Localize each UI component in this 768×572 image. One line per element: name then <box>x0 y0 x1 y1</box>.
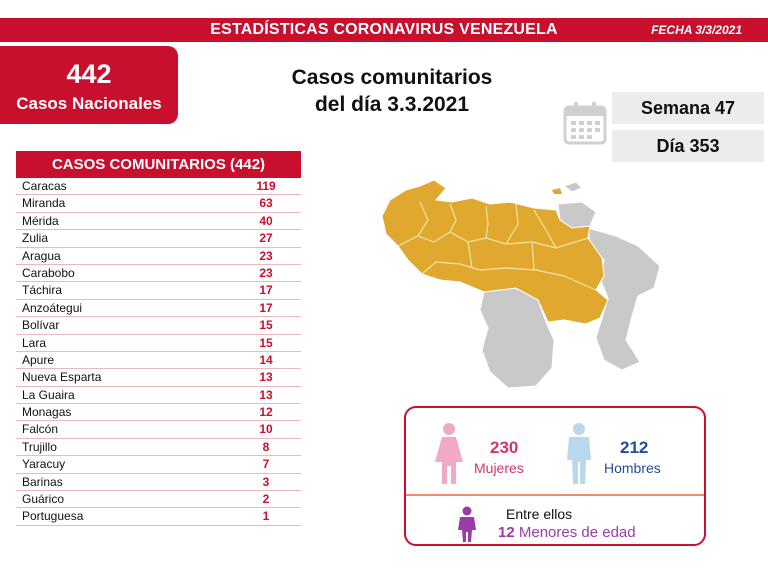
table-row <box>16 178 301 195</box>
state-name: Táchira <box>22 283 63 298</box>
gender-box <box>404 406 706 546</box>
venezuela-map <box>376 172 666 390</box>
state-cases: 8 <box>262 439 270 454</box>
state-name: Nueva Esparta <box>22 370 102 385</box>
state-name: Caracas <box>22 179 67 193</box>
state-name: Aragua <box>22 248 61 263</box>
state-cases: 17 <box>259 300 273 315</box>
day-label: Día 353 <box>612 130 764 162</box>
state-name: La Guaira <box>22 387 75 402</box>
state-cases: 7 <box>262 457 270 472</box>
national-count: 442 <box>66 59 112 89</box>
state-name: Barinas <box>22 474 63 489</box>
table-header: CASOS COMUNITARIOS (442) <box>16 151 301 178</box>
state-name: Miranda <box>22 196 66 211</box>
table-row <box>16 387 301 404</box>
state-cases: 23 <box>259 248 273 263</box>
table-row <box>16 352 301 369</box>
state-cases: 40 <box>259 213 273 228</box>
state-cases: 14 <box>259 352 273 367</box>
state-cases: 23 <box>259 265 273 280</box>
state-cases: 63 <box>259 196 273 211</box>
between-label: Entre ellos <box>506 506 573 522</box>
date-label: FECHA 3/3/2021 <box>651 23 742 37</box>
minors-line <box>498 524 636 541</box>
state-cases: 1 <box>262 509 270 524</box>
table-row <box>16 282 301 299</box>
table-row <box>16 195 301 212</box>
table-row <box>16 300 301 317</box>
child-icon <box>456 506 478 542</box>
state-name: Monagas <box>22 405 72 420</box>
state-cases: 15 <box>259 318 273 333</box>
table-row <box>16 404 301 421</box>
heading-line-2: del día 3.3.2021 <box>314 93 470 116</box>
table-row <box>16 213 301 230</box>
state-name: Apure <box>22 352 55 367</box>
state-cases: 13 <box>259 370 273 385</box>
minors-label: Menores de edad <box>518 524 636 541</box>
week-label: Semana 47 <box>612 92 764 124</box>
state-name: Guárico <box>22 492 65 507</box>
table-row <box>16 230 301 247</box>
state-name: Yaracuy <box>22 457 66 472</box>
table-row <box>16 317 301 334</box>
state-cases: 12 <box>259 405 273 420</box>
title-bar <box>0 18 768 42</box>
heading-line-1: Casos comunitarios <box>291 66 493 89</box>
state-cases: 119 <box>256 179 276 193</box>
state-name: Mérida <box>22 213 59 228</box>
state-cases: 27 <box>259 231 273 246</box>
women-count: 230 <box>490 438 519 457</box>
state-name: Falcón <box>22 422 59 437</box>
state-cases: 15 <box>259 335 273 350</box>
state-cases: 13 <box>259 387 273 402</box>
divider <box>406 494 704 496</box>
state-name: Trujillo <box>22 439 57 454</box>
women-label: Mujeres <box>474 460 524 476</box>
table-row <box>16 335 301 352</box>
state-cases: 2 <box>262 492 270 507</box>
man-icon <box>564 422 594 484</box>
minors-count: 12 <box>498 524 515 541</box>
page-title: ESTADÍSTICAS CORONAVIRUS VENEZUELA <box>210 21 558 38</box>
cases-table <box>16 151 301 526</box>
table-row <box>16 248 301 265</box>
state-name: Anzoátegui <box>22 300 83 315</box>
calendar-icon <box>562 100 608 146</box>
state-cases: 17 <box>259 283 273 298</box>
national-label: Casos Nacionales <box>16 94 162 113</box>
state-name: Portuguesa <box>22 509 84 524</box>
table-row <box>16 508 301 525</box>
table-row <box>16 456 301 473</box>
state-cases: 10 <box>259 422 273 437</box>
state-name: Carabobo <box>22 265 75 280</box>
state-cases: 3 <box>262 474 270 489</box>
table-row <box>16 421 301 438</box>
table-row <box>16 474 301 491</box>
table-row <box>16 265 301 282</box>
men-count: 212 <box>620 438 649 457</box>
table-row <box>16 439 301 456</box>
table-row <box>16 491 301 508</box>
state-name: Lara <box>22 335 47 350</box>
state-name: Bolívar <box>22 318 60 333</box>
men-label: Hombres <box>604 460 661 476</box>
national-cases-box <box>0 46 178 124</box>
woman-icon <box>432 422 466 484</box>
main-heading <box>262 64 522 118</box>
table-row <box>16 369 301 386</box>
state-name: Zulia <box>22 231 49 246</box>
